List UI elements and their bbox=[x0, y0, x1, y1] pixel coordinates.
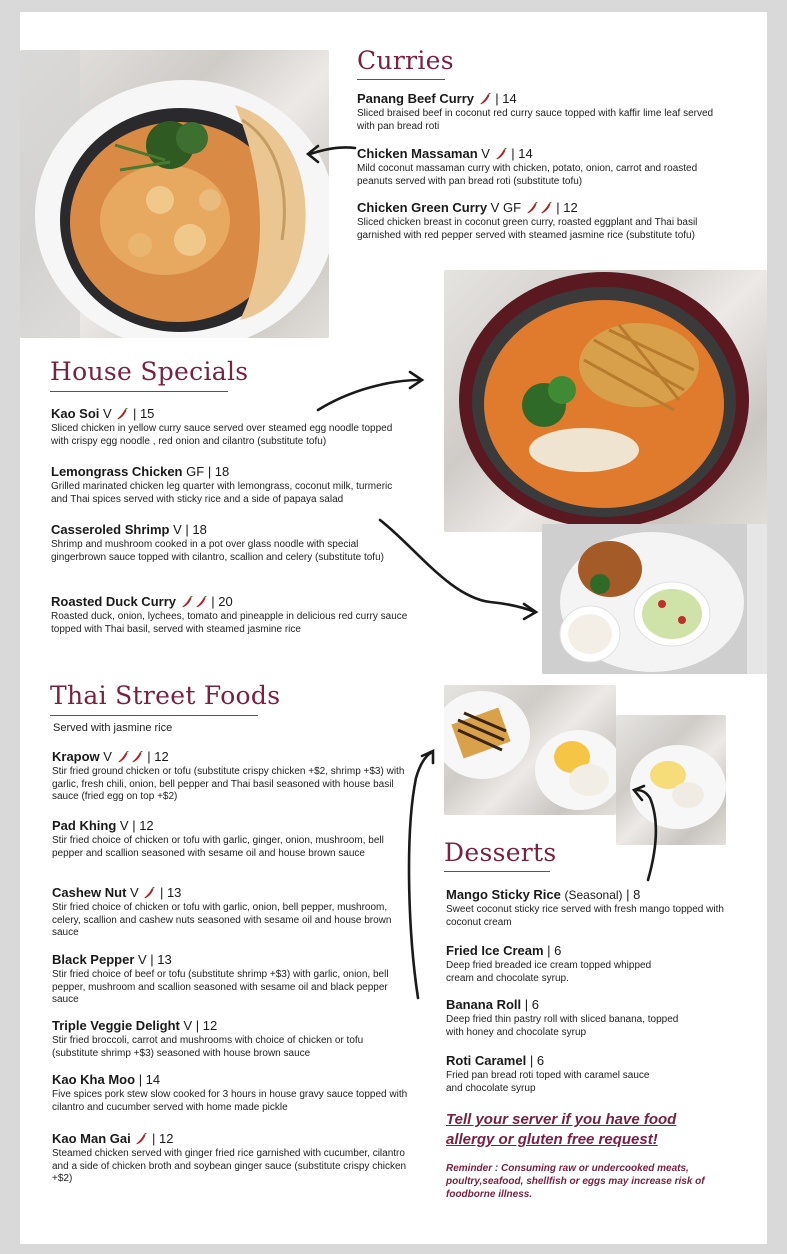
menu-item bbox=[52, 1131, 412, 1186]
item-price: | 14 bbox=[495, 91, 517, 106]
food-safety-reminder: Reminder : Consuming raw or undercooked meats, poultry,seafood, shellfish or eggs may increase risk of foodborne illness. bbox=[446, 1163, 705, 1200]
menu-item bbox=[446, 997, 686, 1039]
item-tag: V bbox=[173, 522, 182, 537]
chili-icon bbox=[526, 202, 538, 214]
item-name: Lemongrass Chicken bbox=[51, 464, 183, 479]
item-price: | 12 bbox=[556, 200, 578, 215]
menu-item bbox=[51, 406, 411, 448]
item-name: Roti Caramel bbox=[446, 1053, 527, 1068]
item-tag: V bbox=[183, 1018, 193, 1033]
item-name: Kao Man Gai bbox=[52, 1131, 131, 1146]
menu-item bbox=[52, 1072, 412, 1114]
divider bbox=[357, 79, 445, 80]
menu-item bbox=[51, 464, 411, 506]
chili-icon bbox=[495, 148, 507, 160]
item-price: | 12 bbox=[152, 1131, 174, 1146]
section-title-house-specials: House Specials bbox=[50, 357, 249, 386]
item-description: Sliced braised beef in coconut red curry sauce topped with kaffir lime leaf served with pan bread roti bbox=[357, 108, 714, 132]
menu-item bbox=[51, 522, 411, 564]
menu-item bbox=[52, 818, 412, 860]
chili-icon bbox=[117, 751, 129, 763]
item-description: Stir fried choice of chicken or tofu with garlic, onion, bell pepper, mushroom, celery, scallion and cashew nuts seasoned with sesame oil and house brown sauce bbox=[52, 902, 392, 938]
item-tag: GF bbox=[186, 464, 205, 479]
item-price: | 20 bbox=[211, 594, 233, 609]
menu-item bbox=[52, 749, 412, 804]
item-description: Stir fried choice of beef or tofu (substitute shrimp +$3) with garlic, onion, bell pepper, mushroom and scallion seasoned with sesame oil and black pepper sauce bbox=[52, 969, 389, 1005]
divider bbox=[50, 391, 228, 392]
chili-icon bbox=[181, 596, 193, 608]
item-price: | 13 bbox=[159, 885, 182, 900]
chili-icon bbox=[540, 202, 552, 214]
item-description: Stir fried ground chicken or tofu (substitute crispy chicken +$2, shrimp +$3) with garlic, fresh chili, onion, bell pepper and Thai basil seasoned with house basil sauce (fried egg on top +$2) bbox=[52, 766, 405, 802]
photo-massaman-curry bbox=[20, 50, 329, 338]
item-name: Fried Ice Cream bbox=[446, 943, 544, 958]
item-price: | 12 bbox=[132, 818, 154, 833]
item-price: | 6 bbox=[524, 997, 539, 1012]
item-description: Deep fried thin pastry roll with sliced banana, topped with honey and chocolate syrup bbox=[446, 1014, 679, 1038]
item-description: Stir fried broccoli, carrot and mushrooms with choice of chicken or tofu (substitute shrimp +$3) seasoned with house brown sauce bbox=[52, 1035, 364, 1059]
item-description: Steamed chicken served with ginger fried rice garnished with cucumber, cilantro and a side of chicken broth and soybean ginger sauce (substitute crispy chicken +$2) bbox=[52, 1148, 407, 1184]
item-price: | 12 bbox=[147, 749, 169, 764]
item-price: | 13 bbox=[150, 952, 172, 967]
item-name: Banana Roll bbox=[446, 997, 522, 1012]
item-price: | 6 bbox=[529, 1053, 545, 1068]
item-name: Casseroled Shrimp bbox=[51, 522, 170, 537]
section-title-desserts: Desserts bbox=[444, 838, 557, 867]
allergy-notice: Tell your server if you have food allergy or gluten free request! bbox=[446, 1111, 677, 1148]
item-name: Mango Sticky Rice bbox=[446, 887, 561, 902]
chili-icon bbox=[135, 1133, 147, 1145]
menu-item bbox=[446, 943, 666, 985]
item-price: | 14 bbox=[511, 146, 533, 161]
item-name: Triple Veggie Delight bbox=[52, 1018, 180, 1033]
item-description: Grilled marinated chicken leg quarter with lemongrass, coconut milk, turmeric and Thai spices served with sticky rice and a side of papaya salad bbox=[51, 481, 393, 505]
item-description: Sliced chicken in yellow curry sauce served over steamed egg noodle topped with crispy egg noodle , red onion and cilantro (substitute tofu) bbox=[51, 423, 393, 447]
item-name: Pad Khing bbox=[52, 818, 117, 833]
item-description: Deep fried breaded ice cream topped whipped cream and chocolate syrup. bbox=[446, 960, 652, 984]
menu-item bbox=[446, 887, 746, 929]
menu-item bbox=[51, 594, 411, 636]
item-description: Stir fried choice of chicken or tofu with garlic, ginger, onion, mushroom, bell pepper and scallion seasoned with sesame oil and house brown sauce bbox=[52, 835, 384, 859]
item-name: Chicken Green Curry bbox=[357, 200, 488, 215]
item-note: (Seasonal) bbox=[564, 888, 623, 902]
chili-icon bbox=[116, 408, 128, 420]
chili-icon bbox=[195, 596, 207, 608]
item-description: Five spices pork stew slow cooked for 3 hours in house gravy sauce topped with cilantro and cucumber served with home made pickle bbox=[52, 1089, 408, 1113]
menu-item bbox=[52, 885, 412, 940]
section-title-curries: Curries bbox=[357, 46, 454, 75]
item-description: Fried pan bread roti toped with caramel sauce and chocolate syrup bbox=[446, 1070, 650, 1094]
item-name: Kao Kha Moo bbox=[52, 1072, 136, 1087]
menu-item bbox=[357, 200, 717, 242]
item-price: | 14 bbox=[138, 1072, 161, 1087]
item-name: Chicken Massaman bbox=[357, 146, 478, 161]
menu-item bbox=[446, 1053, 666, 1095]
item-tag: V bbox=[103, 749, 112, 764]
item-name: Roasted Duck Curry bbox=[51, 594, 176, 609]
item-name: Black Pepper bbox=[52, 952, 135, 967]
menu-item bbox=[357, 91, 717, 133]
menu-item bbox=[52, 1018, 412, 1060]
menu-page bbox=[20, 12, 767, 1244]
item-name: Panang Beef Curry bbox=[357, 91, 475, 106]
menu-item bbox=[357, 146, 717, 188]
item-price: | 8 bbox=[626, 887, 641, 902]
photo-lemongrass-chicken bbox=[542, 524, 767, 674]
item-name: Krapow bbox=[52, 749, 100, 764]
menu-item bbox=[52, 952, 412, 1007]
item-price: | 6 bbox=[547, 943, 562, 958]
chili-icon bbox=[143, 887, 155, 899]
item-description: Mild coconut massaman curry with chicken, potato, onion, carrot and roasted peanuts served with pan bread roti (substitute tofu) bbox=[357, 163, 698, 187]
section-subtitle: Served with jasmine rice bbox=[53, 722, 173, 734]
item-description: Sweet coconut sticky rice served with fresh mango topped with coconut cream bbox=[446, 904, 724, 928]
item-tag: V bbox=[138, 952, 147, 967]
item-price: | 18 bbox=[185, 522, 207, 537]
item-tag: V GF bbox=[490, 200, 522, 215]
item-description: Roasted duck, onion, lychees, tomato and pineapple in delicious red curry sauce topped with Thai basil, served with steamed jasmine rice bbox=[51, 611, 408, 635]
divider bbox=[444, 871, 550, 872]
item-name: Kao Soi bbox=[51, 406, 100, 421]
item-description: Sliced chicken breast in coconut green curry, roasted eggplant and Thai basil garnished with red pepper served with steamed jasmine rice (substitute tofu) bbox=[357, 217, 698, 241]
item-price: | 18 bbox=[207, 464, 230, 479]
item-price: | 12 bbox=[195, 1018, 218, 1033]
item-description: Shrimp and mushroom cooked in a pot over glass noodle with special gingerbrown sauce topped with cilantro, scallion and celery (substitute tofu) bbox=[51, 539, 384, 563]
item-tag: V bbox=[130, 885, 139, 900]
divider bbox=[50, 715, 258, 716]
photo-banana-roll bbox=[444, 685, 616, 815]
section-title-street-foods: Thai Street Foods bbox=[50, 681, 281, 710]
item-price: | 15 bbox=[132, 406, 155, 421]
chili-icon bbox=[131, 751, 143, 763]
photo-kao-soi bbox=[444, 270, 767, 532]
photo-mango-sticky-rice bbox=[616, 715, 726, 845]
item-name: Cashew Nut bbox=[52, 885, 127, 900]
item-tag: V bbox=[481, 146, 490, 161]
item-tag: V bbox=[103, 406, 112, 421]
item-tag: V bbox=[119, 818, 129, 833]
chili-icon bbox=[479, 93, 491, 105]
